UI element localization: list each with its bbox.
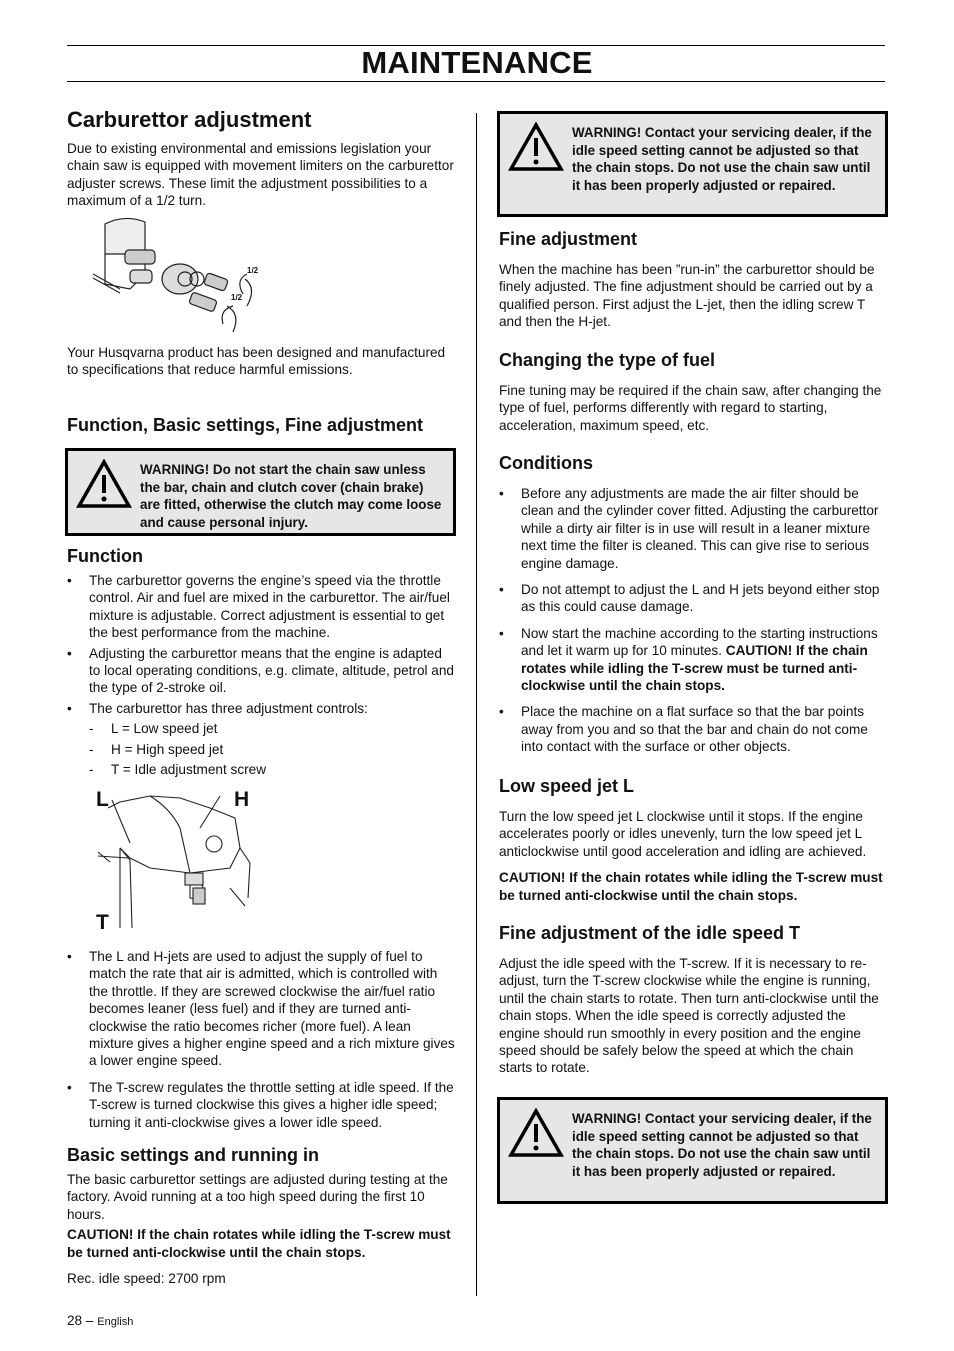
list-item: - T = Idle adjustment screw	[89, 761, 457, 778]
section-title: Carburettor adjustment	[67, 107, 312, 132]
fuel-text: Fine tuning may be required if the chain saw, after changing the type of fuel, performs differently with regard to starting, acceleration, maximum speed, etc.	[499, 383, 882, 433]
list-item	[499, 625, 889, 695]
column-divider	[476, 113, 477, 1296]
basic-settings-text: The basic carburettor settings are adjusted during testing at the factory. Avoid running at a too high speed during the first 10 hours.	[67, 1172, 448, 1222]
warning-triangle-icon	[76, 459, 132, 509]
idle-speed-heading: Fine adjustment of the idle speed T	[499, 923, 801, 943]
warning-triangle-icon	[508, 1108, 564, 1158]
controls-list	[89, 720, 457, 778]
fuel-heading: Changing the type of fuel	[499, 350, 715, 370]
list-item: • The carburettor governs the engine’s speed via the throttle control. Air and fuel are mixed in the carburettor. The air/fuel mixture is adjustable. Correct adjustment is essential to get the best performance from the machine.	[67, 572, 457, 642]
condition-text: Now start the machine according to the starting instructions and let it warm up for 10 minutes.	[521, 625, 878, 659]
function-list	[67, 572, 457, 717]
half-turn-label: 1/2	[231, 293, 243, 302]
page-footer	[67, 1312, 133, 1331]
list-item: • The carburettor has three adjustment controls:	[67, 700, 457, 717]
list-item: • Do not attempt to adjust the L and H jets beyond either stop as this could cause damage.	[499, 581, 889, 616]
low-speed-jet-heading: Low speed jet L	[499, 776, 635, 796]
warning-box	[65, 448, 456, 536]
list-item: • Place the machine on a flat surface so that the bar points away from you and so that the bar and chain do not come into contact with the surface or other objects.	[499, 703, 889, 755]
caution-text: CAUTION! If the chain rotates while idling the T-screw must be turned anti-clockwise until the chain stops.	[67, 1227, 451, 1260]
list-item: • The L and H-jets are used to adjust the supply of fuel to match the rate that air is admitted, which is controlled with the throttle. If they are screwed clockwise the air/fuel ratio becomes leaner (less fuel) and if they are turned anti-clockwise the ratio becomes richer (more fuel). A lean mixture gives a higher engine speed and a rich mixture gives a lower engine speed.	[67, 948, 457, 1070]
warning-text: WARNING! Contact your servicing dealer, if the idle speed setting cannot be adjusted so that the chain stops. Do not use the chain saw until it has been properly adjusted or repaired.	[572, 125, 872, 193]
page-title: MAINTENANCE	[361, 45, 593, 80]
caution-text: CAUTION! If the chain rotates while idling the T-screw must be turned anti-clockwise until the chain stops.	[499, 870, 883, 903]
warning-text: WARNING! Contact your servicing dealer, if the idle speed setting cannot be adjusted so that the chain stops. Do not use the chain saw until it has been properly adjusted or repaired.	[572, 1111, 872, 1179]
title-rule	[67, 81, 885, 82]
carburettor-limiter-illustration	[85, 214, 275, 336]
idle-speed-text: Adjust the idle speed with the T-screw. If it is necessary to re-adjust, turn the T-screw clockwise while the engine is running, until the chain starts to rotate. Then turn anti-clockwise until the chain stops. When the idle speed is correctly adjusted the engine should run smoothly in every position and the engine speed should be safely below the speed at which the chain starts to rotate.	[499, 956, 879, 1076]
conditions-heading: Conditions	[499, 453, 593, 473]
list-item: - L = Low speed jet	[89, 720, 457, 737]
jet-list	[67, 948, 457, 1131]
language-label: English	[97, 1316, 134, 1328]
caution-text: CAUTION! If the chain rotates while idling the T-screw must be turned anti-clockwise until the chain stops.	[521, 643, 868, 694]
subsection-heading: Function, Basic settings, Fine adjustment	[67, 415, 424, 435]
adjustment-screws-illustration	[90, 788, 255, 936]
page-number: 28 –	[67, 1313, 94, 1328]
list-item: • The T-screw regulates the throttle setting at idle speed. If the T-screw is turned clockwise this gives a higher idle speed; turning it anti-clockwise gives a lower idle speed.	[67, 1079, 457, 1131]
t-screw-label: T	[96, 911, 109, 934]
idle-speed-text: Rec. idle speed: 2700 rpm	[67, 1271, 226, 1287]
warning-box	[497, 1097, 888, 1204]
basic-settings-heading: Basic settings and running in	[67, 1145, 320, 1165]
conditions-list	[499, 485, 889, 756]
intro-text: Due to existing environmental and emissions legislation your chain saw is equipped with movement limiters on the carburettor adjuster screws. These limit the adjustment possibilities to a maximum of a 1/2 turn.	[67, 141, 454, 209]
l-jet-label: L	[96, 788, 109, 811]
emissions-text: Your Husqvarna product has been designed and manufactured to specifications that reduce harmful emissions.	[67, 345, 446, 378]
list-item: • Before any adjustments are made the air filter should be clean and the cylinder cover fitted. Adjusting the carburettor while a dirty air filter is in use will result in a leaner mixture next time the filter is cleaned. This can give rise to serious engine damage.	[499, 485, 889, 572]
half-turn-label: 1/2	[247, 266, 259, 275]
fine-adjustment-heading: Fine adjustment	[499, 229, 638, 249]
warning-triangle-icon	[508, 122, 564, 172]
fine-adjustment-text: When the machine has been ”run-in” the carburettor should be finely adjusted. The fine adjustment should be carried out by a qualified person. First adjust the L-jet, then the idling screw T and then the H-jet.	[499, 262, 875, 330]
low-speed-jet-text: Turn the low speed jet L clockwise until it stops. If the engine accelerates poorly or idles unevenly, turn the low speed jet L anticlockwise until good acceleration and idling are achieved.	[499, 809, 867, 859]
h-jet-label: H	[234, 788, 250, 811]
warning-box	[497, 111, 888, 217]
warning-text: WARNING! Do not start the chain saw unless the bar, chain and clutch cover (chain brake) are fitted, otherwise the clutch may come loose and cause personal injury.	[140, 462, 442, 530]
list-item: - H = High speed jet	[89, 741, 457, 758]
function-heading: Function	[67, 546, 143, 566]
list-item: • Adjusting the carburettor means that the engine is adapted to local operating conditions, e.g. climate, altitude, petrol and the type of 2-stroke oil.	[67, 645, 457, 697]
